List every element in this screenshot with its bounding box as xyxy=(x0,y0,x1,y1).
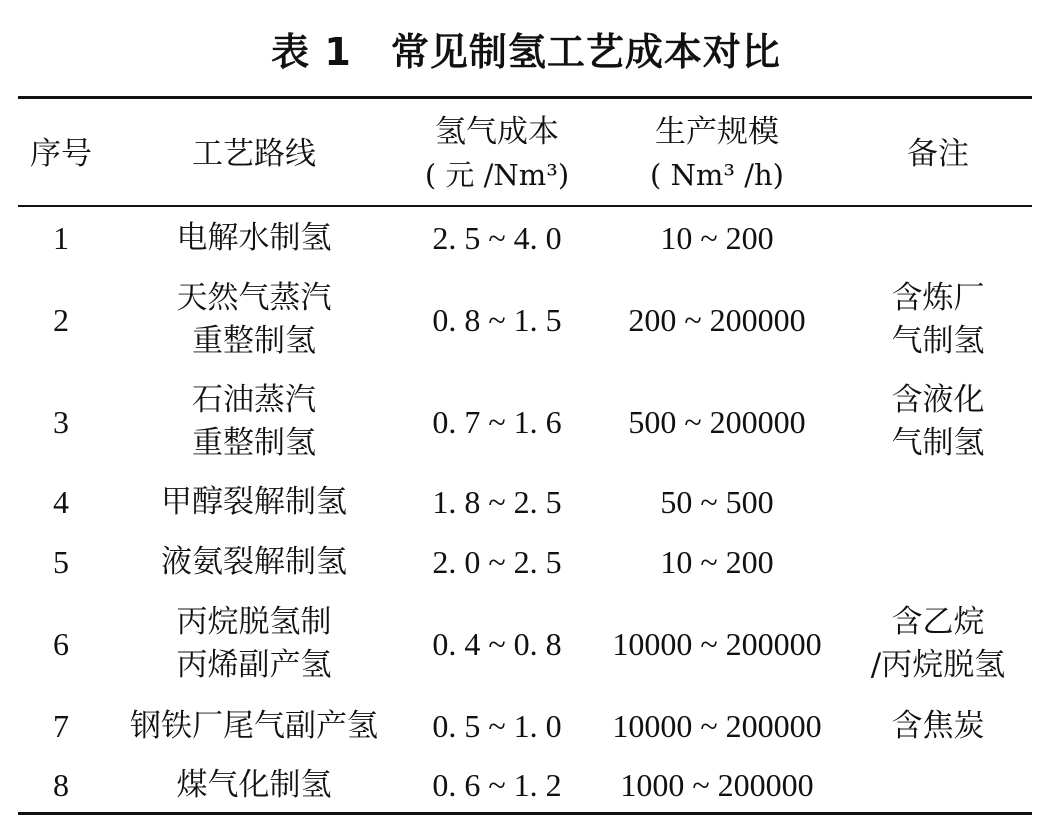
row-cost: 2. 5 ~ 4. 0 xyxy=(432,219,562,256)
row-scale-cell xyxy=(590,268,844,372)
row-index-cell xyxy=(18,372,104,472)
header-scale-unit: ( Nm³ /h) xyxy=(649,158,784,192)
row-note-cell xyxy=(844,696,1032,756)
row-route-line: 丙烷脱氢制 xyxy=(176,604,332,640)
row-route-cell xyxy=(104,472,404,532)
row-index: 3 xyxy=(53,403,69,440)
row-route-cell xyxy=(104,696,404,756)
row-scale: 200 ~ 200000 xyxy=(628,301,806,338)
table-bottom-rule xyxy=(18,812,1032,815)
row-index: 2 xyxy=(53,301,69,338)
row-note-cell xyxy=(844,372,1032,472)
row-cost: 0. 7 ~ 1. 6 xyxy=(432,403,562,440)
row-index-cell xyxy=(18,756,104,814)
row-cost: 0. 8 ~ 1. 5 xyxy=(432,301,562,338)
row-note-cell xyxy=(844,208,1032,268)
row-route-line: 石油蒸汽 xyxy=(192,382,316,418)
row-scale-cell xyxy=(590,208,844,268)
row-note-cell xyxy=(844,756,1032,814)
row-scale: 10000 ~ 200000 xyxy=(612,625,822,662)
row-route-line: 液氨裂解制氢 xyxy=(161,543,347,580)
header-route xyxy=(104,106,404,202)
row-note-line: 含焦炭 xyxy=(891,707,985,744)
row-cost: 2. 0 ~ 2. 5 xyxy=(432,543,562,580)
row-scale: 10000 ~ 200000 xyxy=(612,707,822,744)
row-route-line: 天然气蒸汽 xyxy=(176,280,332,316)
row-cost-cell xyxy=(404,208,590,268)
row-route-line: 电解水制氢 xyxy=(176,219,332,256)
row-route-line: 甲醇裂解制氢 xyxy=(161,483,347,520)
row-route-cell xyxy=(104,268,404,372)
row-index: 6 xyxy=(53,625,69,662)
header-cost-unit: ( 元 /Nm³) xyxy=(424,158,570,192)
header-cost-label: 氢气成本 xyxy=(435,114,559,150)
table-title: 表 1 常见制氢工艺成本对比 xyxy=(271,30,781,74)
row-cost-cell xyxy=(404,592,590,696)
row-note-cell xyxy=(844,472,1032,532)
table-top-rule xyxy=(18,96,1032,99)
row-cost: 0. 5 ~ 1. 0 xyxy=(432,707,562,744)
row-note-line: 气制氢 xyxy=(891,323,985,359)
row-scale: 50 ~ 500 xyxy=(660,483,774,520)
row-scale: 1000 ~ 200000 xyxy=(620,766,814,803)
row-scale: 10 ~ 200 xyxy=(660,543,774,580)
row-note-cell xyxy=(844,268,1032,372)
row-route-line: 重整制氢 xyxy=(192,323,316,359)
row-cost-cell xyxy=(404,472,590,532)
row-cost: 0. 4 ~ 0. 8 xyxy=(432,625,562,662)
row-index: 1 xyxy=(53,219,69,256)
row-index-cell xyxy=(18,532,104,592)
row-note-line: 含炼厂 xyxy=(891,280,985,316)
row-cost-cell xyxy=(404,696,590,756)
row-index-cell xyxy=(18,208,104,268)
header-index xyxy=(18,106,104,202)
row-scale-cell xyxy=(590,532,844,592)
header-cost xyxy=(404,106,590,202)
row-index-cell xyxy=(18,268,104,372)
header-note-label: 备注 xyxy=(907,135,969,172)
row-cost-cell xyxy=(404,268,590,372)
row-index-cell xyxy=(18,696,104,756)
row-scale-cell xyxy=(590,592,844,696)
row-scale: 500 ~ 200000 xyxy=(628,403,806,440)
row-note-line: 含乙烷 xyxy=(891,604,985,640)
row-scale: 10 ~ 200 xyxy=(660,219,774,256)
row-cost-cell xyxy=(404,532,590,592)
row-scale-cell xyxy=(590,472,844,532)
row-note-line: 气制氢 xyxy=(891,425,985,461)
row-cost-cell xyxy=(404,756,590,814)
row-route-line: 煤气化制氢 xyxy=(176,766,332,803)
header-scale xyxy=(590,106,844,202)
row-route-cell xyxy=(104,756,404,814)
row-index: 8 xyxy=(53,766,69,803)
row-scale-cell xyxy=(590,372,844,472)
header-scale-label: 生产规模 xyxy=(655,114,779,150)
row-note-line: 含液化 xyxy=(891,382,985,418)
row-index-cell xyxy=(18,592,104,696)
header-route-label: 工艺路线 xyxy=(192,135,316,172)
row-route-cell xyxy=(104,372,404,472)
row-route-line: 重整制氢 xyxy=(192,425,316,461)
row-cost-cell xyxy=(404,372,590,472)
row-route-line: 丙烯副产氢 xyxy=(176,647,332,683)
row-cost: 0. 6 ~ 1. 2 xyxy=(432,766,562,803)
row-route-cell xyxy=(104,532,404,592)
row-route-cell xyxy=(104,208,404,268)
header-note xyxy=(844,106,1032,202)
row-index: 4 xyxy=(53,483,69,520)
row-scale-cell xyxy=(590,756,844,814)
row-note-cell xyxy=(844,592,1032,696)
header-index-label: 序号 xyxy=(30,135,92,172)
row-scale-cell xyxy=(590,696,844,756)
table-header-rule xyxy=(18,205,1032,207)
row-note-cell xyxy=(844,532,1032,592)
row-index: 7 xyxy=(53,707,69,744)
row-index: 5 xyxy=(53,543,69,580)
row-route-cell xyxy=(104,592,404,696)
row-note-line: /丙烷脱氢 xyxy=(870,647,1006,683)
row-route-line: 钢铁厂尾气副产氢 xyxy=(130,707,378,744)
row-index-cell xyxy=(18,472,104,532)
row-cost: 1. 8 ~ 2. 5 xyxy=(432,483,562,520)
